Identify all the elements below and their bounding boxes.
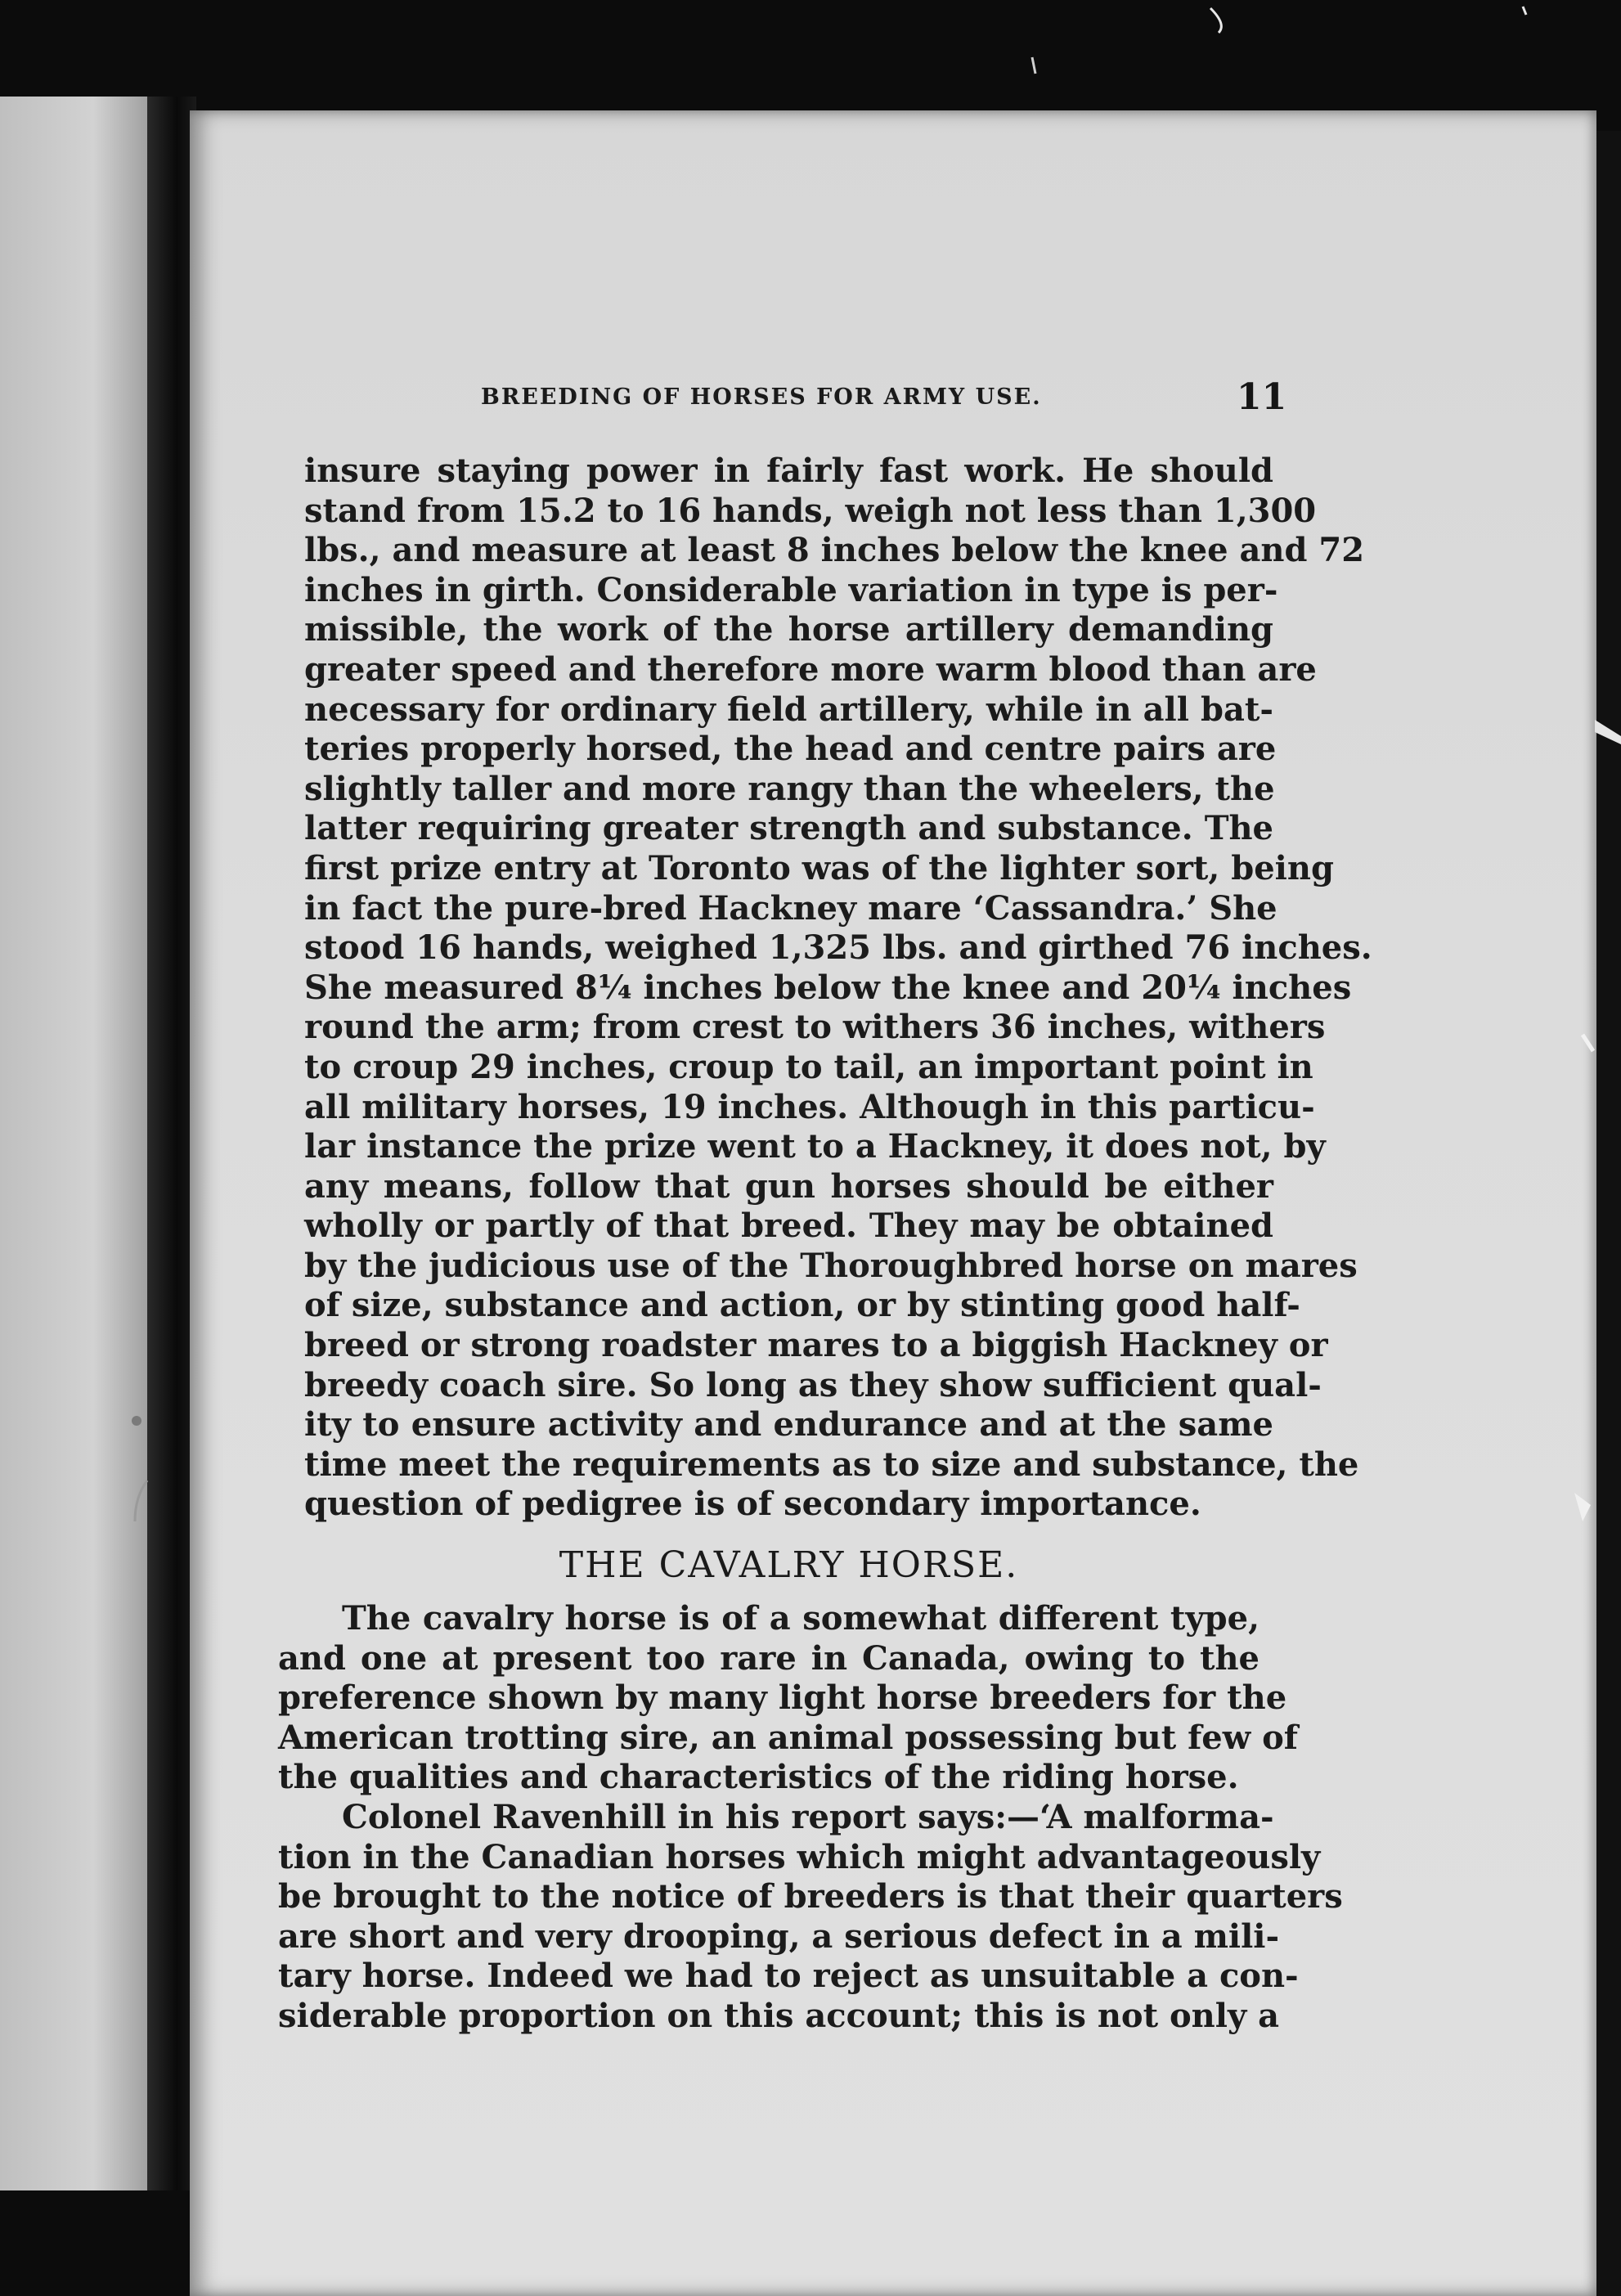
section-heading: THE CAVALRY HORSE. xyxy=(559,1544,1019,1586)
text-line: preference shown by many light horse breeders for the xyxy=(278,1678,1287,1718)
text-line: breedy coach sire. So long as they show sufficient qual- xyxy=(304,1365,1322,1404)
text-line: the qualities and characteristics of the riding horse. xyxy=(278,1758,1239,1797)
text-line: first prize entry at Toronto was of the lighter sort, being xyxy=(304,848,1334,887)
text-line: stand from 15.2 to 16 hands, weigh not less than 1,300 xyxy=(304,491,1317,530)
text-line: time meet the requirements as to size and substance, the xyxy=(304,1445,1359,1484)
text-line: round the arm; from crest to withers 36 inches, withers xyxy=(304,1008,1326,1047)
text-line: in fact the pure-bred Hackney mare ‘Cassandra.’ She xyxy=(304,888,1277,928)
text-line: lbs., and measure at least 8 inches below the knee and 72 xyxy=(304,531,1365,570)
text-line: Colonel Ravenhill in his report says:—‘A malforma- xyxy=(342,1797,1274,1836)
cavalry-section-text xyxy=(278,1599,1343,2037)
text-line: tary horse. Indeed we had to reject as unsuitable a con- xyxy=(278,1957,1299,1996)
text-line: question of pedigree is of secondary importance. xyxy=(304,1485,1201,1524)
text-line: insure staying power in fairly fast work. He should xyxy=(304,452,1273,490)
text-line: any means, follow that gun horses should be either xyxy=(304,1166,1273,1206)
text-line: and one at present too rare in Canada, owing to the xyxy=(278,1638,1260,1678)
text-line: lar instance the prize went to a Hackney, it does not, by xyxy=(304,1127,1326,1166)
paragraph-artillery-horse xyxy=(304,452,1372,1525)
text-line: breed or strong roadster mares to a biggish Hackney or xyxy=(304,1326,1328,1365)
text-line: stood 16 hands, weighed 1,325 lbs. and girthed 76 inches. xyxy=(304,928,1372,968)
text-line: necessary for ordinary field artillery, while in all bat- xyxy=(304,690,1273,729)
text-line: are short and very drooping, a serious defect in a mili- xyxy=(278,1916,1280,1956)
text-line: American trotting sire, an animal possessing but few of xyxy=(278,1718,1298,1757)
paragraph-cavalry-horse xyxy=(278,1599,1298,1798)
text-line: slightly taller and more rangy than the wheelers, the xyxy=(304,769,1275,808)
text-line: be brought to the notice of breeders is that their quarters xyxy=(278,1877,1343,1916)
text-line: to croup 29 inches, croup to tail, an important point in xyxy=(304,1047,1313,1086)
text-line: teries properly horsed, the head and centre pairs are xyxy=(304,730,1277,769)
text-line: ity to ensure activity and endurance and at the same xyxy=(304,1405,1273,1445)
gutter-shadow xyxy=(147,97,196,2190)
text-line: siderable proportion on this account; this is not only a xyxy=(278,1996,1280,2035)
running-head-title: BREEDING OF HORSES FOR ARMY USE. xyxy=(481,384,1042,410)
page-number: 11 xyxy=(1237,376,1287,418)
text-line: all military horses, 19 inches. Although in this particu- xyxy=(304,1087,1315,1126)
paragraph-ravenhill-report xyxy=(278,1797,1343,2037)
text-line: She measured 8¼ inches below the knee and 20¼ inches xyxy=(304,968,1352,1007)
text-line: of size, substance and action, or by stinting good half- xyxy=(304,1286,1300,1325)
text-line: missible, the work of the horse artillery demanding xyxy=(304,610,1273,649)
text-line: The cavalry horse is of a somewhat different type, xyxy=(342,1599,1260,1638)
facing-page-edge xyxy=(0,97,155,2190)
text-line: latter requiring greater strength and substance. The xyxy=(304,809,1273,848)
text-line: greater speed and therefore more warm blood than are xyxy=(304,649,1317,689)
text-line: inches in girth. Considerable variation in type is per- xyxy=(304,570,1278,609)
text-line: tion in the Canadian horses which might advantageously xyxy=(278,1837,1321,1876)
text-line: wholly or partly of that breed. They may be obtained xyxy=(304,1206,1273,1246)
text-line: by the judicious use of the Thoroughbred horse on mares xyxy=(304,1246,1358,1285)
